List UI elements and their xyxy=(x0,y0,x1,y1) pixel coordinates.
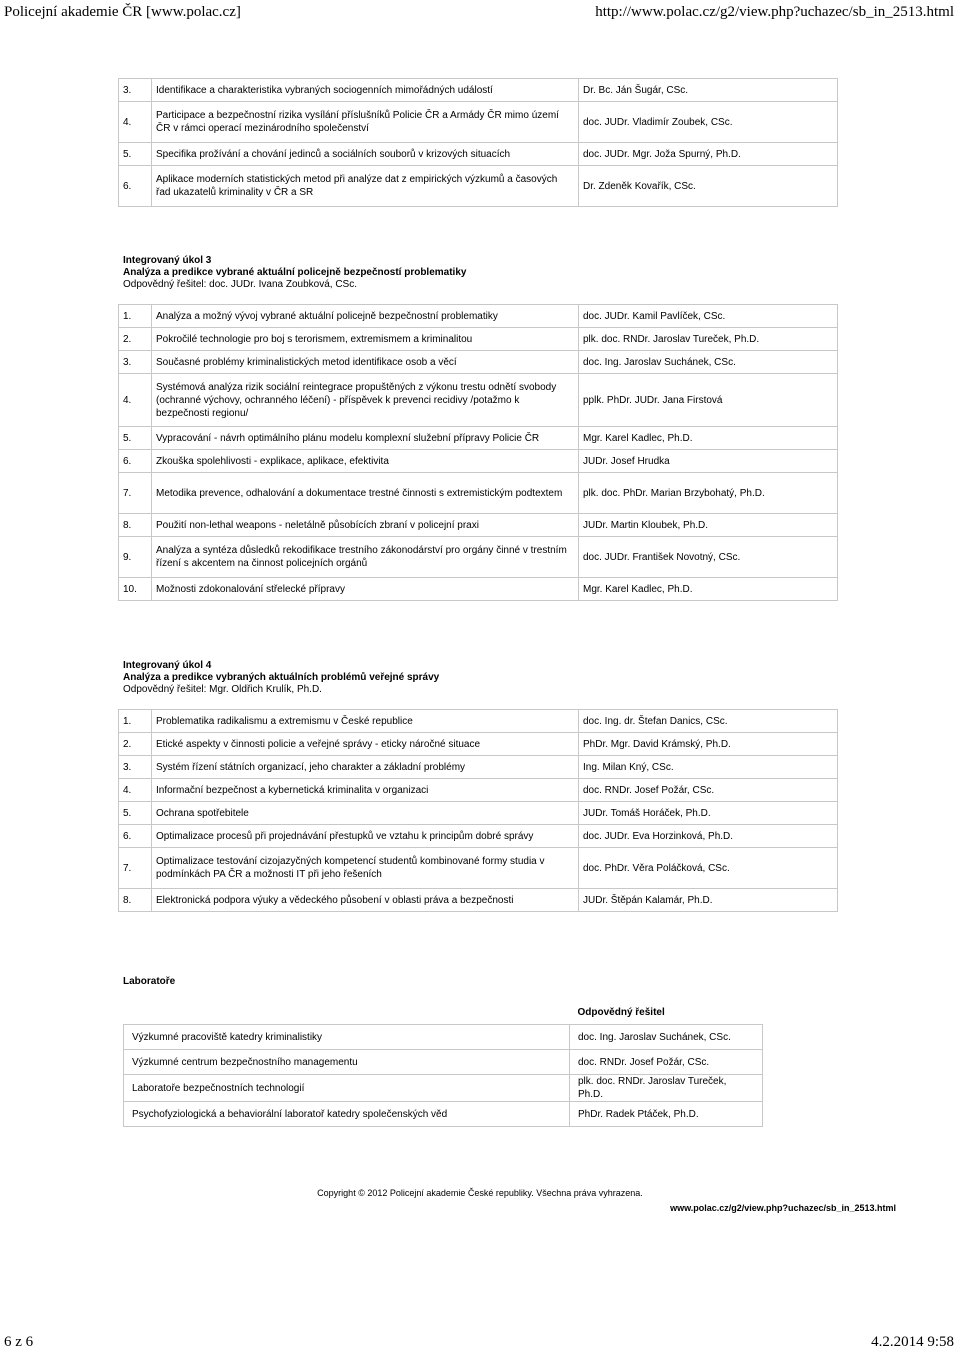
table-row xyxy=(119,374,838,427)
table-row xyxy=(119,802,838,825)
table-row xyxy=(119,514,838,537)
row-number: 5. xyxy=(119,802,152,825)
table-row xyxy=(119,848,838,889)
row-responsible: doc. Ing. dr. Štefan Danics, CSc. xyxy=(579,710,838,733)
row-title: Pokročilé technologie pro boj s terorismem, extremismem a kriminalitou xyxy=(152,328,579,351)
table-row xyxy=(119,710,838,733)
row-title: Participace a bezpečnostní rizika vysílání příslušníků Policie ČR a Armády ČR mimo území ČR v rámci operací mezinárodního společenství xyxy=(152,102,579,143)
table-row xyxy=(119,305,838,328)
row-responsible: plk. doc. PhDr. Marian Brzybohatý, Ph.D. xyxy=(579,473,838,514)
table-row xyxy=(119,733,838,756)
row-number: 4. xyxy=(119,102,152,143)
row-number: 4. xyxy=(119,374,152,427)
task4-title: Analýza a predikce vybraných aktuálních problémů veřejné správy xyxy=(123,672,440,683)
row-number: 2. xyxy=(119,733,152,756)
row-responsible: JUDr. Tomáš Horáček, Ph.D. xyxy=(579,802,838,825)
lab-name: Výzkumné centrum bezpečnostního managementu xyxy=(124,1050,570,1075)
row-title: Aplikace moderních statistických metod při analýze dat z empirických výzkumů a časových řad ukazatelů kriminality v ČR a SR xyxy=(152,166,579,207)
row-title: Identifikace a charakteristika vybraných sociogenních mimořádných událostí xyxy=(152,79,579,102)
task4-label: Integrovaný úkol 4 xyxy=(123,660,212,671)
task4-table xyxy=(118,709,838,912)
row-responsible: Dr. Bc. Ján Šugár, CSc. xyxy=(579,79,838,102)
labs-header-responsible: Odpovědný řešitel xyxy=(577,1006,665,1018)
table-row xyxy=(124,1102,763,1127)
table-row xyxy=(119,143,838,166)
row-responsible: doc. JUDr. Eva Horzinková, Ph.D. xyxy=(579,825,838,848)
table-row xyxy=(119,79,838,102)
row-title: Metodika prevence, odhalování a dokumentace trestné činnosti s extremistickým podtextem xyxy=(152,473,579,514)
browser-header-title: Policejní akademie ČR [www.polac.cz] xyxy=(4,4,241,20)
row-title: Zkouška spolehlivosti - explikace, aplikace, efektivita xyxy=(152,450,579,473)
row-responsible: doc. JUDr. Kamil Pavlíček, CSc. xyxy=(579,305,838,328)
table-row xyxy=(119,825,838,848)
row-responsible: Dr. Zdeněk Kovařík, CSc. xyxy=(579,166,838,207)
table-row xyxy=(119,756,838,779)
row-responsible: JUDr. Štěpán Kalamár, Ph.D. xyxy=(579,889,838,912)
row-responsible: Mgr. Karel Kadlec, Ph.D. xyxy=(579,578,838,601)
page-counter: 6 z 6 xyxy=(4,1334,34,1350)
row-number: 6. xyxy=(119,825,152,848)
lab-responsible: PhDr. Radek Ptáček, Ph.D. xyxy=(570,1102,763,1127)
table-row xyxy=(124,1025,763,1050)
task3-table xyxy=(118,304,838,601)
row-number: 5. xyxy=(119,427,152,450)
row-number: 1. xyxy=(119,710,152,733)
row-title: Použití non-lethal weapons - neletálně působících zbraní v policejní praxi xyxy=(152,514,579,537)
row-responsible: doc. RNDr. Josef Požár, CSc. xyxy=(579,779,838,802)
row-title: Systém řízení státních organizací, jeho charakter a základní problémy xyxy=(152,756,579,779)
row-title: Etické aspekty v činnosti policie a veřejné správy - eticky náročné situace xyxy=(152,733,579,756)
row-title: Problematika radikalismu a extremismu v České republice xyxy=(152,710,579,733)
row-responsible: plk. doc. RNDr. Jaroslav Tureček, Ph.D. xyxy=(579,328,838,351)
lab-responsible: doc. RNDr. Josef Požár, CSc. xyxy=(570,1050,763,1075)
row-title: Systémová analýza rizik sociální reintegrace propuštěných z výkonu trestu odnětí svobody (ochranné výchovy, ochranného léčení) - příspěvek k prevenci recidivy /potažmo k bezpečnosti regionu/ xyxy=(152,374,579,427)
row-number: 9. xyxy=(119,537,152,578)
table-row xyxy=(119,578,838,601)
row-title: Optimalizace testování cizojazyčných kompetencí studentů kombinované formy studia v podmínkách PA ČR a možnosti IT při jeho řešeních xyxy=(152,848,579,889)
row-title: Specifika prožívání a chování jedinců a sociálních souborů v krizových situacích xyxy=(152,143,579,166)
row-responsible: PhDr. Mgr. David Krámský, Ph.D. xyxy=(579,733,838,756)
row-title: Optimalizace procesů při projednávání přestupků ve vztahu k principům dobré správy xyxy=(152,825,579,848)
row-number: 1. xyxy=(119,305,152,328)
table-row xyxy=(119,427,838,450)
labs-header-empty xyxy=(124,1000,570,1025)
row-number: 8. xyxy=(119,889,152,912)
lab-name: Výzkumné pracoviště katedry kriminalistiky xyxy=(124,1025,570,1050)
row-title: Elektronická podpora výuky a vědeckého působení v oblasti práva a bezpečnosti xyxy=(152,889,579,912)
row-responsible: pplk. PhDr. JUDr. Jana Firstová xyxy=(579,374,838,427)
row-number: 5. xyxy=(119,143,152,166)
lab-name: Psychofyziologická a behaviorální laboratoř katedry společenských věd xyxy=(124,1102,570,1127)
row-number: 3. xyxy=(119,756,152,779)
table-row xyxy=(119,450,838,473)
table-row xyxy=(124,1075,763,1102)
row-title: Možnosti zdokonalování střelecké přípravy xyxy=(152,578,579,601)
row-title: Vypracování - návrh optimálního plánu modelu komplexní služební přípravy Policie ČR xyxy=(152,427,579,450)
labs-title: Laboratoře xyxy=(123,976,176,987)
row-number: 4. xyxy=(119,779,152,802)
row-responsible: doc. Ing. Jaroslav Suchánek, CSc. xyxy=(579,351,838,374)
table-row xyxy=(119,473,838,514)
labs-heading xyxy=(123,976,175,988)
task4-responsible: Odpovědný řešitel: Mgr. Oldřich Krulík, Ph.D. xyxy=(123,684,322,695)
row-title: Současné problémy kriminalistických metod identifikace osob a věcí xyxy=(152,351,579,374)
table-row xyxy=(119,102,838,143)
table-row xyxy=(119,889,838,912)
page-url-link[interactable]: www.polac.cz/g2/view.php?uchazec/sb_in_2513.html xyxy=(670,1203,896,1213)
row-number: 10. xyxy=(119,578,152,601)
row-responsible: Mgr. Karel Kadlec, Ph.D. xyxy=(579,427,838,450)
row-responsible: doc. JUDr. Vladimír Zoubek, CSc. xyxy=(579,102,838,143)
table-row xyxy=(119,779,838,802)
print-datetime: 4.2.2014 9:58 xyxy=(871,1334,954,1350)
row-number: 6. xyxy=(119,450,152,473)
row-responsible: Ing. Milan Kný, CSc. xyxy=(579,756,838,779)
row-number: 7. xyxy=(119,473,152,514)
table-row xyxy=(119,351,838,374)
task2-continuation-table xyxy=(118,78,838,207)
row-number: 6. xyxy=(119,166,152,207)
labs-header-row xyxy=(124,1000,763,1025)
row-title: Analýza a možný vývoj vybrané aktuální policejně bezpečnostní problematiky xyxy=(152,305,579,328)
lab-responsible: doc. Ing. Jaroslav Suchánek, CSc. xyxy=(570,1025,763,1050)
task3-title: Analýza a predikce vybrané aktuální policejně bezpečností problematiky xyxy=(123,267,467,278)
row-title: Analýza a syntéza důsledků rekodifikace trestního zákonodárství pro orgány činné v trestním řízení s akcentem na činnost policejních orgánů xyxy=(152,537,579,578)
row-number: 2. xyxy=(119,328,152,351)
task4-heading xyxy=(123,660,439,696)
row-number: 3. xyxy=(119,79,152,102)
row-number: 7. xyxy=(119,848,152,889)
row-responsible: doc. JUDr. František Novotný, CSc. xyxy=(579,537,838,578)
table-row xyxy=(119,328,838,351)
row-responsible: JUDr. Martin Kloubek, Ph.D. xyxy=(579,514,838,537)
row-responsible: JUDr. Josef Hrudka xyxy=(579,450,838,473)
task3-responsible: Odpovědný řešitel: doc. JUDr. Ivana Zoubková, CSc. xyxy=(123,279,357,290)
copyright-text: Copyright © 2012 Policejní akademie České republiky. Všechna práva vyhrazena. xyxy=(317,1188,643,1198)
row-responsible: doc. JUDr. Mgr. Jožа Spurný, Ph.D. xyxy=(579,143,838,166)
labs-table xyxy=(123,1000,763,1127)
table-row xyxy=(119,166,838,207)
lab-name: Laboratoře bezpečnostních technologií xyxy=(124,1075,570,1102)
task3-heading xyxy=(123,255,466,291)
row-number: 3. xyxy=(119,351,152,374)
row-title: Informační bezpečnost a kybernetická kriminalita v organizaci xyxy=(152,779,579,802)
row-number: 8. xyxy=(119,514,152,537)
table-row xyxy=(119,537,838,578)
browser-header-url: http://www.polac.cz/g2/view.php?uchazec/sb_in_2513.html xyxy=(595,4,954,20)
task3-label: Integrovaný úkol 3 xyxy=(123,255,212,266)
lab-responsible: plk. doc. RNDr. Jaroslav Tureček, Ph.D. xyxy=(570,1075,763,1102)
row-responsible: doc. PhDr. Věra Poláčková, CSc. xyxy=(579,848,838,889)
table-row xyxy=(124,1050,763,1075)
row-title: Ochrana spotřebitele xyxy=(152,802,579,825)
